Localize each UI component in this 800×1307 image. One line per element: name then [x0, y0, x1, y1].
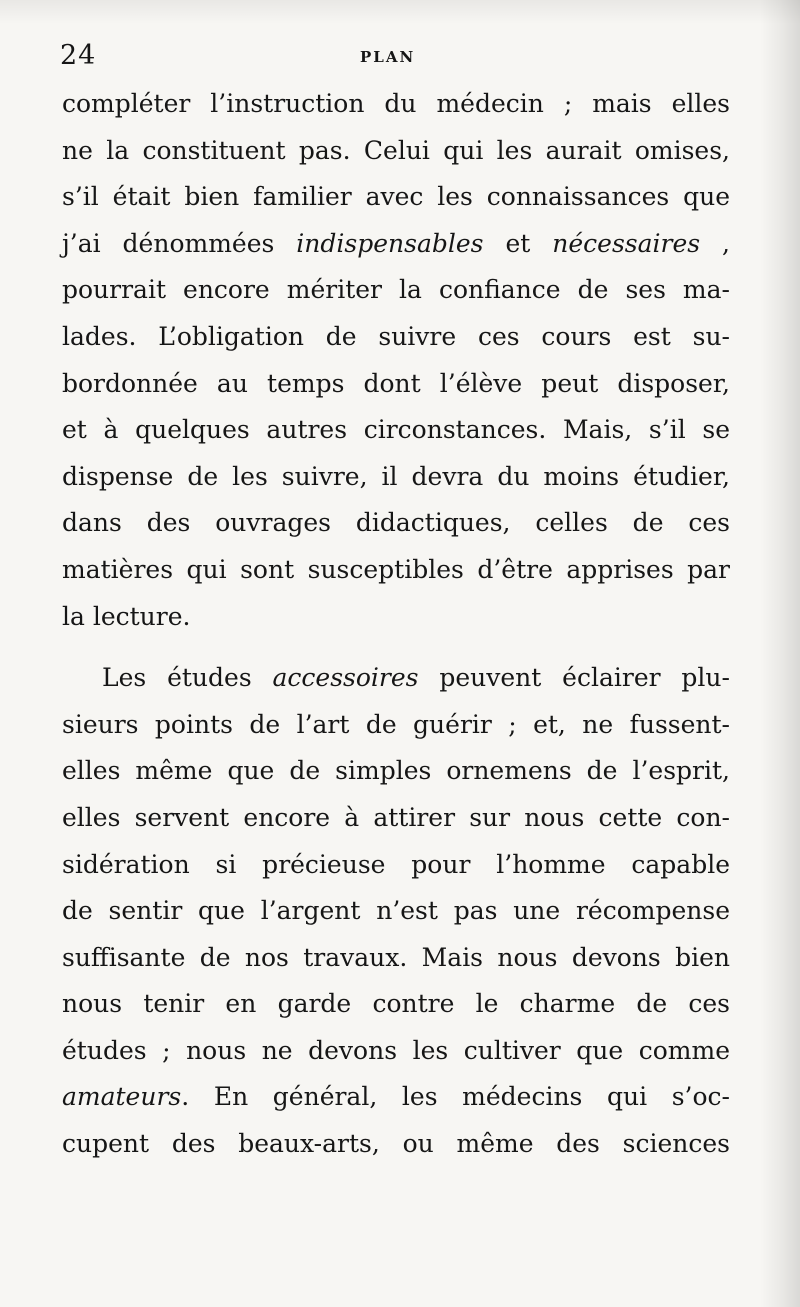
text-segment: ne la constituent pas. Celui qui les aurait omises,: [62, 135, 730, 165]
text-segment: bordonnée au temps dont l’élève peut disposer,: [62, 368, 730, 398]
text-line-5: [62, 267, 730, 314]
page-gutter-shadow: [760, 0, 800, 1307]
text-line-1: [62, 81, 730, 128]
text-line-7: [62, 361, 730, 408]
text-segment: études ; nous ne devons les cultiver que comme: [62, 1035, 730, 1065]
text-line-17: [62, 842, 730, 889]
text-line-12: [62, 594, 730, 641]
text-segment: cupent des beaux-arts, ou même des sciences: [62, 1129, 730, 1159]
text-segment: compléter l’instruction du médecin ; mais elles: [62, 89, 730, 118]
text-segment: j’ai dénommées: [62, 228, 297, 258]
body-text: [62, 81, 730, 1168]
text-line-2: [62, 128, 730, 175]
italic-term: nécessaires: [552, 228, 701, 258]
text-line-19: [62, 935, 730, 982]
text-segment: dans des ouvrages didactiques, celles de ces: [62, 508, 730, 538]
italic-term: indispensables: [296, 228, 484, 258]
italic-term: accessoires: [272, 663, 419, 693]
text-segment: sidération si précieuse pour l’homme capable: [62, 849, 730, 879]
text-line-3: [62, 174, 730, 221]
text-segment: dispense de les suivre, il devra du moins étudier,: [62, 461, 730, 491]
text-segment: nous tenir en garde contre le charme de ces: [62, 989, 730, 1019]
text-segment: suffisante de nos travaux. Mais nous devons bien: [62, 942, 730, 972]
page-top-shadow: [0, 0, 800, 24]
text-line-8: [62, 407, 730, 454]
text-segment: s’il était bien familier avec les connaissances que: [62, 182, 730, 212]
text-line-23: [62, 1121, 730, 1168]
text-segment: lades. L’obligation de suivre ces cours est su-: [62, 321, 730, 351]
text-segment: et à quelques autres circonstances. Mais, s’il se: [62, 415, 730, 445]
text-segment: sieurs points de l’art de guérir ; et, ne fussent-: [62, 709, 730, 739]
text-segment: peuvent éclairer plu-: [418, 663, 730, 693]
text-line-20: [62, 981, 730, 1028]
text-segment: elles même que de simples ornemens de l’esprit,: [62, 756, 730, 786]
running-head: [60, 40, 730, 80]
text-segment: et: [483, 228, 553, 258]
text-line-18: [62, 888, 730, 935]
running-title: PLAN: [360, 48, 416, 66]
text-line-13: [62, 655, 730, 702]
text-line-10: [62, 500, 730, 547]
page-number: 24: [60, 40, 97, 71]
text-segment: ,: [700, 228, 730, 258]
text-line-14: [62, 702, 730, 749]
text-segment: matières qui sont susceptibles d’être apprises par: [62, 554, 730, 584]
text-line-6: [62, 314, 730, 361]
text-segment: elles servent encore à attirer sur nous cette con-: [62, 802, 730, 832]
italic-term: amateurs: [62, 1082, 182, 1112]
text-line-16: [62, 795, 730, 842]
text-line-15: [62, 748, 730, 795]
text-line-21: [62, 1028, 730, 1075]
text-line-9: [62, 454, 730, 501]
text-segment: de sentir que l’argent n’est pas une récompense: [62, 896, 730, 926]
text-line-11: [62, 547, 730, 594]
text-segment: . En général, les médecins qui s’oc-: [181, 1082, 730, 1112]
text-segment: la lecture.: [62, 601, 191, 631]
text-segment: Les études: [102, 663, 273, 693]
text-line-4: [62, 221, 730, 268]
text-segment: pourrait encore mériter la confiance de ses ma-: [62, 275, 730, 305]
text-line-22: [62, 1074, 730, 1121]
